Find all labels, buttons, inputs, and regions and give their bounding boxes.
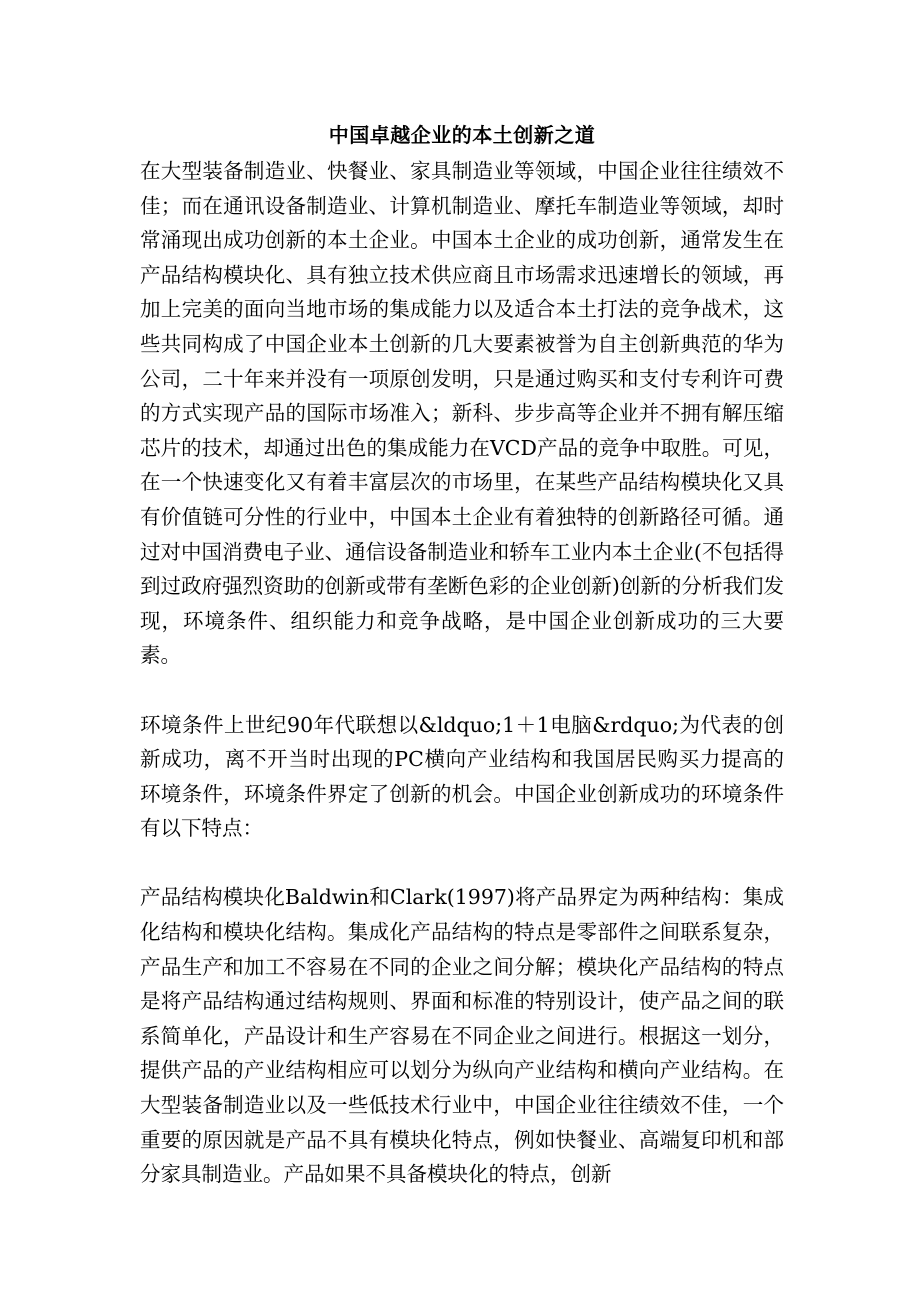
paragraph-environment: 环境条件上世纪90年代联想以&ldquo;1＋1电脑&rdquo;为代表的创新成功，离不开当时出现的PC横向产业结构和我国居民购买力提高的环境条件，环境条件界定了创新的机会。中国企业创新成功的环境条件有以下特点： <box>140 712 784 841</box>
paragraph-modularity: 产品结构模块化Baldwin和Clark(1997)将产品界定为两种结构：集成化结构和模块化结构。集成化产品结构的特点是零部件之间联系复杂，产品生产和加工不容易在不同的企业之间分解；模块化产品结构的特点是将产品结构通过结构规则、界面和标准的特别设计，使产品之间的联系简单化，产品设计和生产容易在不同企业之间进行。根据这一划分，提供产品的产业结构相应可以划分为纵向产业结构和横向产业结构。在大型装备制造业以及一些低技术行业中，中国企业往往绩效不佳，一个重要的原因就是产品不具有模块化特点，例如快餐业、高端复印机和部分家具制造业。产品如果不具备模块化的特点，创新 <box>140 885 784 1187</box>
document-page <box>140 118 784 1192</box>
document-title: 中国卓越企业的本土创新之道 <box>328 123 596 147</box>
paragraph-intro: 在大型装备制造业、快餐业、家具制造业等领域，中国企业往往绩效不佳；而在通讯设备制造业、计算机制造业、摩托车制造业等领域，却时常涌现出成功创新的本土企业。中国本土企业的成功创新，通常发生在产品结构模块化、具有独立技术供应商且市场需求迅速增长的领域，再加上完美的面向当地市场的集成能力以及适合本土打法的竞争战术，这些共同构成了中国企业本土创新的几大要素被誉为自主创新典范的华为公司，二十年来并没有一项原创发明，只是通过购买和支付专利许可费的方式实现产品的国际市场准入；新科、步步高等企业并不拥有解压缩芯片的技术，却通过出色的集成能力在VCD产品的竞争中取胜。可见，在一个快速变化又有着丰富层次的市场里，在某些产品结构模块化又具有价值链可分性的行业中，中国本土企业有着独特的创新路径可循。通过对中国消费电子业、通信设备制造业和轿车工业内本土企业(不包括得到过政府强烈资助的创新或带有垄断色彩的企业创新)创新的分析我们发现，环境条件、组织能力和竞争战略，是中国企业创新成功的三大要素。 <box>140 159 784 668</box>
paragraph-spacer <box>140 673 784 708</box>
paragraph-spacer <box>140 846 784 881</box>
